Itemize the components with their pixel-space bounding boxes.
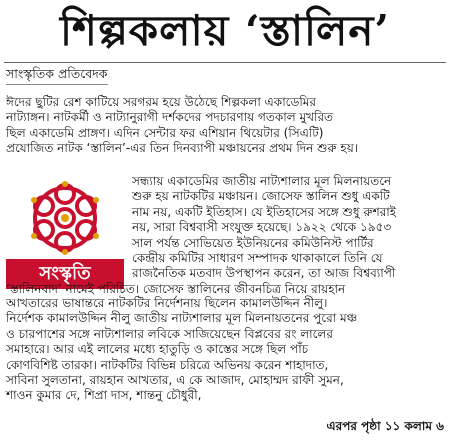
text-line: সমাহারে। আর এই লালের মধ্যে হাতুড়ি ও কাস্তের সঙ্গে ছিল পাঁচ [6,342,309,357]
text-line: আখতারের ভাষান্তরে নাটকটির নির্দেশনায় ছিলেন কামালউদ্দিন নীলু। [6,296,328,310]
text-line: নাট্যাঙ্গন। নাটকর্মী ও নাট্যানুরাগী দর্শকদের পদচারণায় গতকাল মুখরিত [6,110,334,125]
logo-caption: সংস্কৃতি [6,259,124,289]
intro-paragraph [6,95,444,157]
text-line: সাল পর্যন্ত সোভিয়েত ইউনিয়নের কমিউনিস্ট পার্টির [132,235,374,250]
text-line: কেন্দ্রীয় কমিটির সাধারণ সম্পাদক থাকাকালে তিনি যে [132,250,383,265]
text-line: শুরু হয় নাটকটির মঞ্চায়ন। জোসেফ স্তালিন শুধু একটি [132,189,390,204]
text-line: প্রযোজিত নাটক ‘স্তালিন’-এর তিন দিনব্যাপী মঞ্চায়নের প্রথম দিন শুরু হয়। [6,141,359,156]
text-line: ‘স্তালিনবাদ’ নামেই পরিচিত। জোসেফ স্তালিনের জীবনচিত্র নিয়ে রায়হান [6,281,346,296]
ornament-icon [15,176,115,260]
text-line: রাজনৈতিক মতবাদ উপস্থাপন করেন, তা আজ বিশ্বব্যাপী [132,266,396,281]
text-line: নির্দেশক কামালউদ্দিন নীলু জাতীয় নাট্যশালার মূল মিলনায়তনের পুরো মঞ্চ [6,311,358,326]
text-line: সাবিনা সুলতানা, রায়হান আখতার, এ কে আজাদ, মোহাম্মদ রাফী সুমন, [6,372,344,387]
text-line: শাওন কুমার দে, শিপ্রা দাস, শান্তনু চৌধুরী, [6,388,202,403]
text-line: ছিল একাডেমি প্রাঙ্গণ। এদিন সেন্টার ফর এশিয়ান থিয়েটার (সিএটি) [6,125,324,140]
body-paragraph [6,296,444,404]
continuation-note: এরপর পৃষ্ঠা ১১ কলাম ৬ [326,419,444,433]
divider [4,62,446,63]
text-line: নয়, সারা বিশ্ববাসী সংযুক্ত হয়েছে। ১৯২২ থেকে ১৯৫৩ [132,220,392,235]
headline: শিল্পকলায় ‘স্তালিন’ [59,6,391,55]
section-logo [6,174,124,291]
text-line: কোণবিশিষ্ট তারকা। নাটকটির বিভিন্ন চরিত্রে অভিনয় করেন শাহাদাত, [6,357,329,372]
text-line: ঈদের ছুটির রেশ কাটিয়ে সরগরম হয়ে উঠেছে শিল্পকলা একাডেমির [6,95,317,109]
text-line: ও চারপাশের সঙ্গে নাট্যশালার লবিকে সাজিয়েছেন বিপ্লবের রং লালের [6,326,333,341]
text-line: নাম নয়, একটি ইতিহাস। যে ইতিহাসের সঙ্গে শুধু রুশরাই [132,204,397,219]
text-line: সন্ধ্যায় একাডেমির জাতীয় নাট্যশালার মূল মিলনায়তনে [132,174,392,188]
byline: সাংস্কৃতিক প্রতিবেদক [6,66,108,85]
